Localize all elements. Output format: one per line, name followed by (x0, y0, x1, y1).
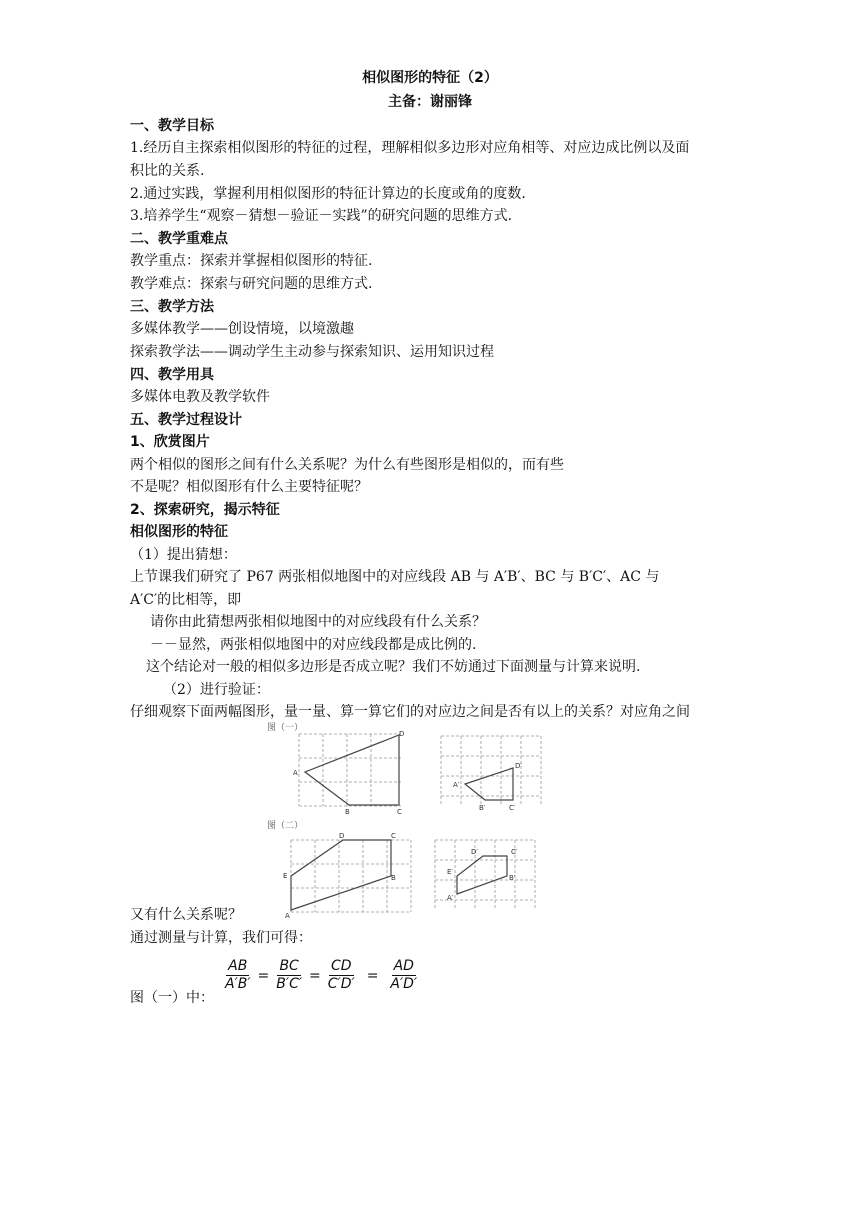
heading-keypoints: 二、教学重难点 (130, 231, 228, 247)
fraction-ab: $\frac{AB}{A'B'}$ (225, 958, 251, 992)
author-line: 主备：谢丽锋 (388, 94, 472, 110)
ratio-formula: $\frac{AB}{A'B'}$ = $\frac{BC}{B'C'}$ = $\frac{CD}{C'D'}$ = $\frac{AD}{A'D'}$ (225, 958, 418, 992)
fraction-cd: $\frac{CD}{C'D'}$ (327, 958, 355, 992)
point-label: A (293, 769, 298, 777)
point-label: A′ (447, 894, 454, 902)
point-label: D′ (515, 762, 522, 770)
text-line: （1）提出猜想： (130, 547, 237, 563)
text-line: 请你由此猜想两张相似地图中的对应线段有什么关系？ (150, 614, 486, 630)
point-label: B′ (479, 804, 486, 812)
text-line: 2.通过实践，掌握利用相似图形的特征计算边的长度或角的度数. (130, 186, 526, 202)
subheading: 2、探索研究，揭示特征 (130, 502, 280, 518)
text-line: 仔细观察下面两幅图形，量一量、算一算它们的对应边之间是否有以上的关系？对应角之间 (130, 704, 690, 720)
pentagon-A1B1C1D1E1 (457, 856, 507, 894)
text-line: 多媒体电教及教学软件 (130, 389, 270, 405)
text-line: 3.培养学生“观察－猜想－验证－实践”的研究问题的思维方式. (130, 208, 513, 224)
point-label: B (345, 808, 350, 816)
text-line: 不是呢？相似图形有什么主要特征呢？ (130, 479, 368, 495)
point-label: A′ (453, 781, 460, 789)
text-line: －－显然，两张相似地图中的对应线段都是成比例的. (150, 637, 477, 653)
grid-1-right (441, 736, 541, 804)
point-label: C′ (509, 804, 516, 812)
point-label: D′ (471, 848, 478, 856)
subheading: 1、欣赏图片 (130, 434, 210, 450)
point-label: B (391, 874, 396, 882)
point-label: A (285, 912, 290, 918)
text-line: 通过测量与计算，我们可得： (130, 930, 312, 946)
text-line: 教学重点：探索并掌握相似图形的特征. (130, 253, 373, 269)
text-line: 上节课我们研究了 P67 两张相似地图中的对应线段 AB 与 A′B′、BC 与 B′C′、AC 与 (130, 569, 660, 585)
point-label: D (399, 730, 405, 738)
point-label: C (391, 832, 396, 840)
page-title: 相似图形的特征（2） (362, 70, 498, 86)
text-line: 两个相似的图形之间有什么关系呢？为什么有些图形是相似的，而有些 (130, 457, 564, 473)
text-line: 教学难点：探索与研究问题的思维方式. (130, 276, 373, 292)
quadrilateral-ABCD (305, 735, 399, 805)
text-line: 多媒体教学——创设情境，以境激趣 (130, 321, 354, 337)
heading-process: 五、教学过程设计 (130, 412, 242, 428)
heading-tools: 四、教学用具 (130, 367, 214, 383)
text-line: 探索教学法——调动学生主动参与探索知识、运用知识过程 (130, 344, 494, 360)
text-line: 积比的关系. (130, 163, 205, 179)
text-line: 1.经历自主探索相似图形的特征的过程，理解相似多边形对应角相等、对应边成比例以及面 (130, 140, 690, 156)
subheading: 相似图形的特征 (130, 524, 228, 540)
text-line: 这个结论对一般的相似多边形是否成立呢？我们不妨通过下面测量与计算来说明. (146, 659, 641, 675)
quadrilateral-A1B1C1D1 (465, 768, 513, 800)
fraction-bc: $\frac{BC}{B'C'}$ (276, 958, 303, 992)
point-label: E (283, 872, 288, 880)
text-line: 又有什么关系呢？ (130, 907, 242, 923)
heading-methods: 三、教学方法 (130, 299, 214, 315)
point-label: E′ (447, 868, 454, 876)
similar-figures-image (265, 722, 545, 918)
text-line: 图（一）中： (130, 990, 214, 1006)
text-line: A′C′的比相等，即 (130, 592, 242, 608)
heading-objectives: 一、教学目标 (130, 118, 214, 134)
grid-1-left (299, 734, 401, 806)
point-label: D (339, 832, 345, 840)
pentagon-ABCDE (291, 840, 391, 910)
text-line: （2）进行验证： (163, 682, 270, 698)
figure-label-2: 图（二） (267, 821, 304, 831)
point-label: C′ (511, 848, 518, 856)
fraction-ad: $\frac{AD}{A'D'}$ (390, 958, 418, 992)
figure-label-1: 图（一） (267, 723, 304, 733)
point-label: C (397, 808, 402, 816)
point-label: B′ (509, 874, 516, 882)
